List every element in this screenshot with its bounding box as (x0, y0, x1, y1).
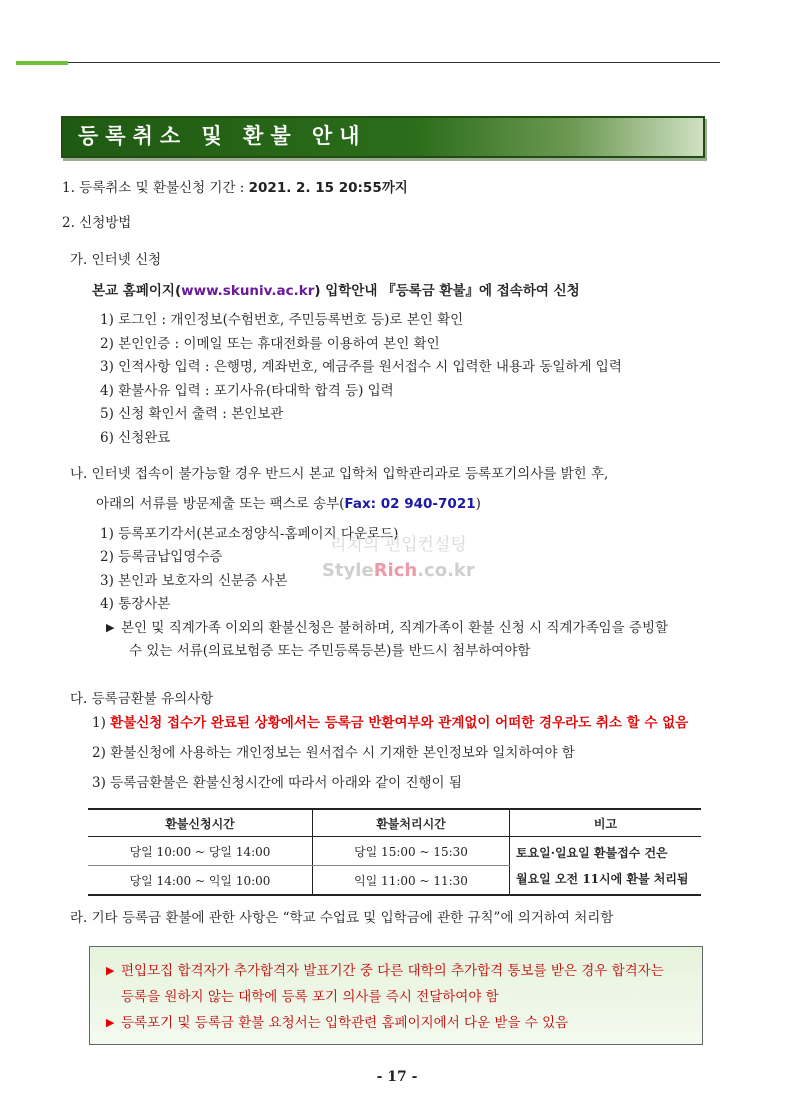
watermark-domain (322, 560, 475, 581)
page-title: 등록취소 및 환불 안내 (78, 124, 367, 148)
row-2-process-time: 익일 11:00 ~ 11:30 (313, 866, 510, 896)
fax-number: Fax: 02 940-7021 (344, 496, 476, 512)
watermark-part-b: Rich (373, 560, 418, 581)
watermark-part-c: .co.kr (417, 560, 475, 581)
notice-item-2: 등록포기 및 등록금 환불 요청서는 입학관련 홈페이지에서 다운 받을 수 있음 (121, 1015, 569, 1031)
step-1: 1) 로그인 : 개인정보(수험번호, 주민등록번호 등)로 본인 확인 (100, 312, 464, 328)
watermark-part-a: Style (322, 560, 374, 581)
item-1-label: 1. 등록취소 및 환불신청 기간 : (62, 180, 249, 196)
note-line-1: 토요일·일요일 환불접수 건은 (516, 845, 668, 860)
section-ra: 라. 기타 등록금 환불에 관한 사항은 “학교 수업료 및 입학금에 관한 규칙”에 의거하여 처리함 (70, 910, 614, 926)
section-na-line-1: 나. 인터넷 접속이 불가능할 경우 반드시 본교 입학처 입학관리과로 등록포기의사를 밝힌 후, (70, 466, 609, 482)
caution-1 (92, 714, 688, 732)
header-rule (68, 62, 720, 63)
notice-item-1-line-2: 등록을 원하지 않는 대학에 등록 포기 의사를 즉시 전달하여야 함 (121, 989, 499, 1005)
section-ga-lead (92, 282, 580, 300)
doc-4: 4) 통장사본 (100, 596, 171, 612)
header-process-time: 환불처리시간 (313, 809, 510, 837)
section-ga-heading: 가. 인터넷 신청 (70, 252, 162, 268)
step-4: 4) 환불사유 입력 : 포기사유(타대학 합격 등) 입력 (100, 383, 394, 399)
row-1-request-time: 당일 10:00 ~ 당일 14:00 (88, 837, 313, 866)
lead-pre: 본교 홈페이지( (92, 283, 182, 299)
family-note-line-1: 본인 및 직계가족 이외의 환불신청은 불허하며, 직계가족이 환불 신청 시 직계가족임을 증빙할 (121, 620, 669, 636)
caution-3: 3) 등록금환불은 환불신청시간에 따라서 아래와 같이 진행이 됨 (92, 775, 462, 791)
table-row (88, 837, 701, 866)
section-da-heading: 다. 등록금환불 유의사항 (70, 691, 214, 707)
header-accent-rule (16, 61, 68, 65)
table-header-row (88, 809, 701, 837)
step-6: 6) 신청완료 (100, 430, 171, 446)
item-1 (62, 179, 408, 197)
lead-post: ) 입학안내 『등록금 환불』에 접속하여 신청 (314, 283, 580, 299)
header-request-time: 환불신청시간 (88, 809, 313, 837)
caution-1-number: 1) (92, 715, 111, 731)
section-na-line-2 (96, 495, 481, 513)
note-line-2: 월요일 오전 11시에 환불 처리됨 (516, 871, 689, 886)
step-5: 5) 신청 확인서 출력 : 본인보관 (100, 406, 284, 422)
homepage-url: www.skuniv.ac.kr (181, 283, 315, 299)
doc-2: 2) 등록금납입영수증 (100, 549, 223, 565)
line-2-post: ) (475, 496, 481, 512)
family-note-line-2: 수 있는 서류(의료보험증 또는 주민등록등본)를 반드시 첨부하여야함 (129, 643, 531, 659)
doc-3: 3) 본인과 보호자의 신분증 사본 (100, 573, 288, 589)
line-2-pre: 아래의 서류를 방문제출 또는 팩스로 송부( (96, 496, 345, 512)
notice-marker-icon: ▶ (106, 964, 115, 977)
watermark-text: 리치의 편입컨설팅 (330, 535, 467, 555)
row-2-request-time: 당일 14:00 ~ 익일 10:00 (88, 866, 313, 896)
caution-1-text: 환불신청 접수가 완료된 상황에서는 등록금 반환여부와 관계없이 어떠한 경우라도 취소 할 수 없음 (110, 715, 689, 731)
page-number: - 17 - (376, 1069, 418, 1085)
table-note-cell (510, 837, 702, 896)
refund-schedule-table (88, 808, 701, 896)
notice-item-1-line-1: 편입모집 합격자가 추가합격자 발표기간 중 다른 대학의 추가합격 통보를 받은 경우 합격자는 (121, 963, 664, 979)
deadline-value: 2021. 2. 15 20:55까지 (248, 180, 408, 196)
step-3: 3) 인적사항 입력 : 은행명, 계좌번호, 예금주를 원서접수 시 입력한 내용과 동일하게 입력 (100, 359, 622, 375)
caution-2: 2) 환불신청에 사용하는 개인정보는 원서접수 시 기재한 본인정보와 일치하여야 함 (92, 745, 575, 761)
header-note: 비고 (510, 809, 702, 837)
step-2: 2) 본인인증 : 이메일 또는 휴대전화를 이용하여 본인 확인 (100, 336, 440, 352)
doc-1: 1) 등록포기각서(본교소정양식-홈페이지 다운로드) (100, 526, 399, 542)
item-2-heading: 2. 신청방법 (62, 215, 132, 231)
row-1-process-time: 당일 15:00 ~ 15:30 (313, 837, 510, 866)
triangle-bullet-icon: ▶ (106, 621, 115, 634)
notice-marker-icon: ▶ (106, 1016, 115, 1029)
